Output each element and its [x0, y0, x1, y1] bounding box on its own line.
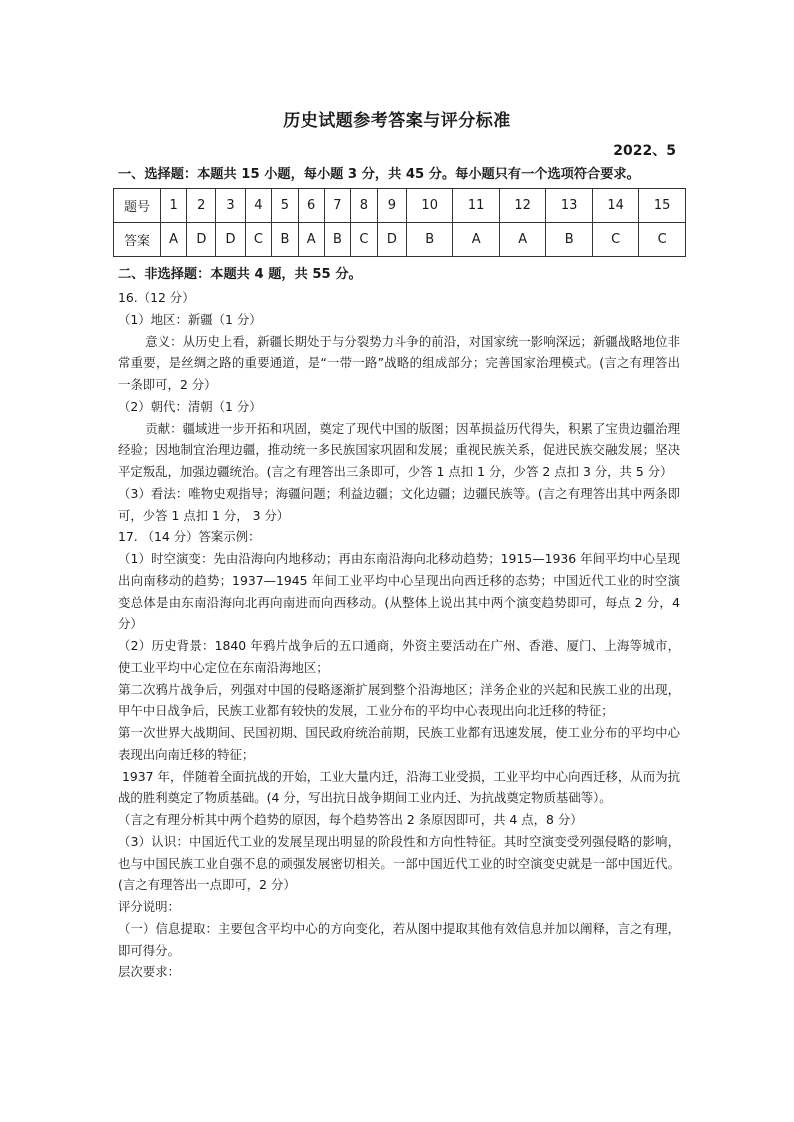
question-number-cell: 2 [187, 189, 216, 223]
question-number-cell: 11 [453, 189, 499, 223]
table-row [114, 223, 686, 257]
answer-cell: B [324, 223, 350, 257]
answer-cell: C [245, 223, 272, 257]
answer-cell: A [499, 223, 545, 257]
answer-table [113, 188, 686, 257]
date-label: 2022、5 [613, 143, 676, 159]
question-number-cell: 12 [499, 189, 545, 223]
q16-part3-view: （3）看法：唯物史观指导；海疆问题；利益边疆；文化边疆；边疆民族等。(言之有理答出其中两条即可，少答 1 点扣 1 分， 3 分） [118, 485, 680, 523]
page-title: 历史试题参考答案与评分标准 [283, 111, 511, 131]
q17-part2-second-opium-war: 第二次鸦片战争后，列强对中国的侵略逐渐扩展到整个沿海地区；洋务企业的兴起和民族工业的出现，甲午中日战争后，民族工业都有较快的发展，工业分布的平均中心表现出向北迁移的特征； [118, 681, 680, 719]
q17-part3: （3）认识：中国近代工业的发展呈现出明显的阶段性和方向性特征。其时空演变受列强侵略的影响，也与中国民族工业自强不息的顽强发展密切相关。一部中国近代工业的时空演变史就是一部中国近代。(言之有理答出一点即可，2 分） [118, 833, 680, 893]
q16-part1-significance: 意义：从历史上看，新疆长期处于与分裂势力斗争的前沿，对国家统一影响深远；新疆战略地位非常重要，是丝绸之路的重要通道，是“一带一路”战略的组成部分；完善国家治理模式。(言之有理答出一条即可，2 分） [118, 333, 680, 392]
section-2-heading: 二、非选择题：本题共 4 题，共 55 分。 [118, 267, 362, 282]
question-number-cell: 4 [245, 189, 272, 223]
question-number-cell: 10 [406, 189, 452, 223]
question-number-cell: 5 [272, 189, 298, 223]
answer-cell: A [298, 223, 324, 257]
q16-heading: 16.（12 分） [118, 290, 195, 305]
q17-part2-scoring: （言之有理分析其中两个趋势的原因，每个趋势答出 2 条原因即可，共 4 点，8 分） [118, 812, 583, 827]
question-number-cell: 3 [216, 189, 245, 223]
answer-cell: D [216, 223, 245, 257]
question-number-cell: 9 [377, 189, 406, 223]
question-number-cell: 8 [351, 189, 378, 223]
answer-cell: C [592, 223, 638, 257]
answer-body [118, 287, 680, 983]
question-number-cell: 13 [546, 189, 592, 223]
q17-part2: （2）历史背景：1840 年鸦片战争后的五口通商，外资主要活动在广州、香港、厦门、上海等城市，使工业平均中心定位在东南沿海地区； [118, 638, 680, 675]
table-row [114, 189, 686, 223]
answer-cell: A [161, 223, 187, 257]
q17-part1: （1）时空演变：先由沿海向内地移动；再由东南沿海向北移动趋势；1915—1936 年间平均中心呈现出向南移动的趋势；1937—1945 年间工业平均中心呈现出向西迁移的态势；中国近代工业的时空演变总体是由东南沿海向北再向南进而向西移动。(从整体上说出其中两个演变趋势即可，每点 2 分，4 分） [118, 551, 680, 632]
question-number-cell: 6 [298, 189, 324, 223]
question-number-cell: 7 [324, 189, 350, 223]
q17-heading: 17. （14 分）答案示例： [118, 529, 261, 545]
q16-part2-contribution: 贡献：疆域进一步开拓和巩固，奠定了现代中国的版图；因革损益历代得失，积累了宝贵边疆治理经验；因地制宜治理边疆，推动统一多民族国家巩固和发展；重视民族关系，促进民族交融发展；坚决平定叛乱，加强边疆统治。(言之有理答出三条即可，少答 1 点扣 1 分，少答 2 点扣 3 分，共 5 分） [118, 420, 680, 479]
answer-cell: D [377, 223, 406, 257]
answer-cell: D [187, 223, 216, 257]
answer-cell: B [406, 223, 452, 257]
question-number-cell: 14 [592, 189, 638, 223]
section-1-heading: 一、选择题：本题共 15 小题，每小题 3 分，共 45 分。每小题只有一个选项符合要求。 [118, 167, 640, 182]
level-requirements: 层次要求： [118, 964, 180, 980]
answer-cell: B [272, 223, 298, 257]
scoring-notes-heading: 评分说明： [118, 899, 180, 914]
q16-part1-region: （1）地区：新疆（1 分） [118, 311, 262, 327]
question-number-cell: 1 [161, 189, 187, 223]
row-label-question-number: 题号 [114, 189, 161, 223]
question-number-cell: 15 [639, 189, 686, 223]
q17-part2-1937: 1937 年，伴随着全面抗战的开始，工业大量内迁，沿海工业受损，工业平均中心向西迁移，从而为抗战的胜利奠定了物质基础。(4 分，写出抗日战争期间工业内迁、为抗战奠定物质基础等）。 [118, 768, 680, 806]
q17-part2-wwi: 第一次世界大战期间、民国初期、国民政府统治前期，民族工业都有迅速发展，使工业分布的平均中心表现出向南迁移的特征； [118, 725, 680, 762]
row-label-answer: 答案 [114, 223, 161, 257]
answer-cell: B [546, 223, 592, 257]
answer-cell: A [453, 223, 499, 257]
answer-cell: C [639, 223, 686, 257]
q16-part2-dynasty: （2）朝代：清朝（1 分） [118, 398, 262, 414]
answer-cell: C [351, 223, 378, 257]
scoring-note-1: （一）信息提取：主要包含平均中心的方向变化，若从图中提取其他有效信息并加以阐释，言之有理，即可得分。 [118, 920, 680, 958]
